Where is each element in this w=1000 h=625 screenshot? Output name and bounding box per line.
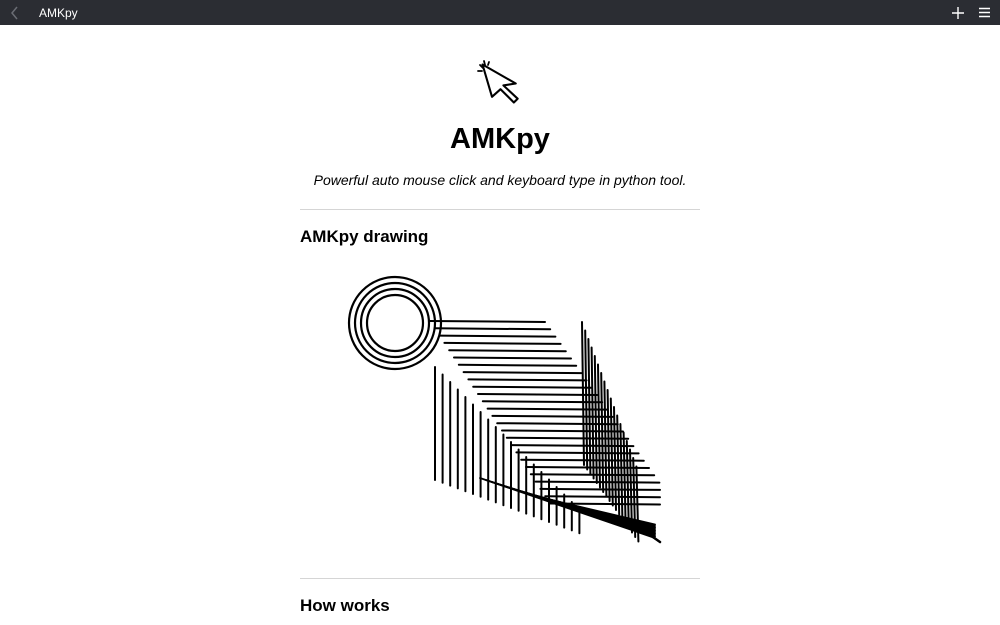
drawing-stroke: [582, 322, 584, 465]
page-title: AMKpy: [450, 123, 550, 155]
drawing-stroke: [492, 416, 612, 417]
back-button[interactable]: [0, 0, 30, 25]
drawing-circle: [349, 277, 441, 369]
drawing-stroke: [444, 343, 560, 344]
amkpy-drawing-figure: [340, 270, 670, 555]
plus-icon: [952, 7, 964, 19]
drawing-stroke: [459, 365, 576, 366]
divider: [300, 578, 700, 579]
drawing-stroke: [478, 394, 597, 395]
drawing-stroke: [473, 387, 592, 388]
drawing-stroke: [483, 401, 602, 402]
drawing-stroke: [540, 489, 660, 490]
drawing-stroke: [521, 460, 644, 461]
drawing-stroke: [435, 328, 550, 329]
drawing-stroke: [464, 372, 582, 373]
section-heading-drawing: AMKpy drawing: [300, 227, 429, 246]
drawing-circle: [367, 295, 423, 351]
drawing-stroke: [454, 358, 571, 359]
drawing-stroke: [592, 348, 594, 479]
drawing-stroke: [614, 407, 616, 510]
drawing-stroke: [449, 350, 566, 351]
drawing-stroke: [440, 336, 556, 337]
menu-button[interactable]: [976, 5, 992, 21]
title-bar: [0, 0, 1000, 25]
hamburger-menu-icon: [979, 7, 990, 18]
section-heading-how-works: How works: [300, 596, 390, 615]
divider: [300, 209, 700, 210]
drawing-circle: [361, 289, 429, 357]
chevron-left-icon: [10, 6, 20, 20]
drawing-stroke: [430, 321, 545, 322]
drawing-stroke: [507, 438, 628, 439]
page-tagline: Powerful auto mouse click and keyboard type in python tool.: [313, 172, 687, 188]
drawing-stroke: [598, 365, 600, 488]
drawing-stroke: [608, 390, 610, 501]
drawing-stroke: [604, 382, 606, 497]
drawing-stroke: [585, 331, 587, 470]
window-title: AMKpy: [39, 5, 78, 20]
drawing-stroke: [545, 496, 660, 497]
drawing-stroke: [617, 416, 619, 515]
drawing-stroke: [595, 356, 597, 483]
add-button[interactable]: [950, 5, 966, 21]
cursor-click-icon: [475, 59, 525, 109]
drawing-stroke: [468, 379, 586, 380]
